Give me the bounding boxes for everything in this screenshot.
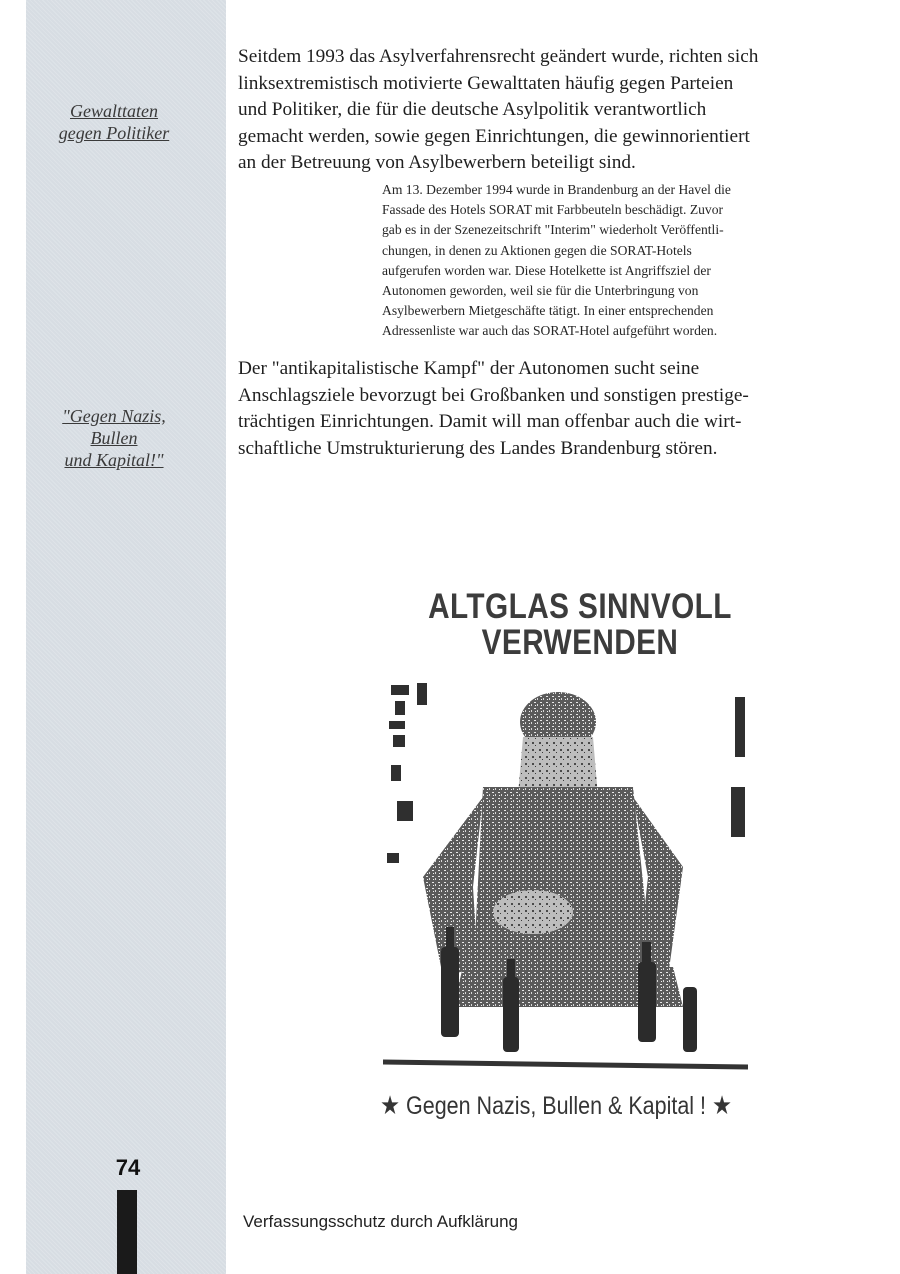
example-line: Fassade des Hotels SORAT mit Farbbeuteln beschädigt. Zuvor — [382, 202, 724, 218]
example-sorat-hotel — [382, 180, 822, 342]
margin-note-line: und Kapital!" — [64, 450, 164, 470]
paragraph-line: und Politiker, die für die deutsche Asylpolitik verantwortlich — [238, 99, 707, 120]
paragraph-line: gemacht werden, sowie gegen Einrichtungen, die gewinnorientiert — [238, 125, 750, 147]
example-line: Am 13. Dezember 1994 wurde in Brandenburg an der Havel die — [382, 182, 731, 197]
paragraph-line: an der Betreuung von Asylbewerbern beteiligt sind. — [238, 152, 636, 173]
margin-note-slogan — [26, 405, 202, 471]
page-number: 74 — [115, 1155, 141, 1180]
paragraph-anticapitalist-struggle — [238, 356, 838, 462]
example-line: Adressenliste war auch das SORAT-Hotel aufgeführt worden. — [382, 323, 718, 339]
margin-note-line: Gewalttaten — [70, 101, 158, 121]
margin-note-violence-against-politicians — [26, 100, 202, 144]
margin-note-line: Bullen — [90, 428, 138, 448]
page-number-bar — [117, 1190, 137, 1274]
poster-slogan-text: Gegen Nazis, Bullen & Kapital ! — [406, 1092, 707, 1120]
paragraph-line: linksextremistisch motivierte Gewalttaten häufig gegen Parteien — [238, 72, 734, 94]
poster-headline-line-1: ALTGLAS SINNVOLL — [428, 587, 732, 626]
poster-ground-line — [383, 1062, 748, 1067]
poster-photo-masked-person — [383, 677, 748, 1072]
paragraph-line: Der "antikapitalistische Kampf" der Autonomen sucht seine — [238, 358, 700, 379]
example-line: Asylbewerbern Mietgeschäfte tätigt. In einer entsprechenden — [382, 303, 714, 319]
poster-hands-shape — [493, 890, 573, 934]
example-line: gab es in der Szenezeitschrift "Interim" wiederholt Veröffentli- — [382, 222, 724, 238]
paragraph-line: Anschlagsziele bevorzugt bei Großbanken und sonstigen prestige- — [238, 384, 749, 406]
example-line: chungen, in denen zu Aktionen gegen die SORAT-Hotels — [382, 242, 692, 258]
poster-altglas — [380, 585, 780, 1130]
paragraph-line: trächtigen Einrichtungen. Damit will man offenbar auch die wirt- — [238, 411, 742, 432]
star-icon: ★ — [711, 1090, 733, 1120]
poster-torso-shape — [473, 787, 653, 977]
star-icon: ★ — [380, 1090, 401, 1120]
poster-headline-line-2: VERWENDEN — [481, 623, 679, 662]
footer-publication-title: Verfassungsschutz durch Aufklärung — [243, 1212, 518, 1231]
paragraph-line: schaftliche Umstrukturierung des Landes Brandenburg stören. — [238, 437, 718, 459]
paragraph-asylum-policy — [238, 44, 838, 177]
sidebar-margin — [26, 0, 226, 1274]
paragraph-line: Seitdem 1993 das Asylverfahrensrecht geändert wurde, richten sich — [238, 46, 759, 67]
poster-slogan — [380, 1085, 733, 1125]
margin-note-line: gegen Politiker — [58, 123, 170, 143]
margin-note-line: "Gegen Nazis, — [62, 406, 166, 426]
example-line: aufgerufen worden war. Diese Hotelkette ist Angriffsziel der — [382, 262, 711, 278]
example-line: Autonomen geworden, weil sie für die Unterbringung von — [382, 283, 699, 299]
